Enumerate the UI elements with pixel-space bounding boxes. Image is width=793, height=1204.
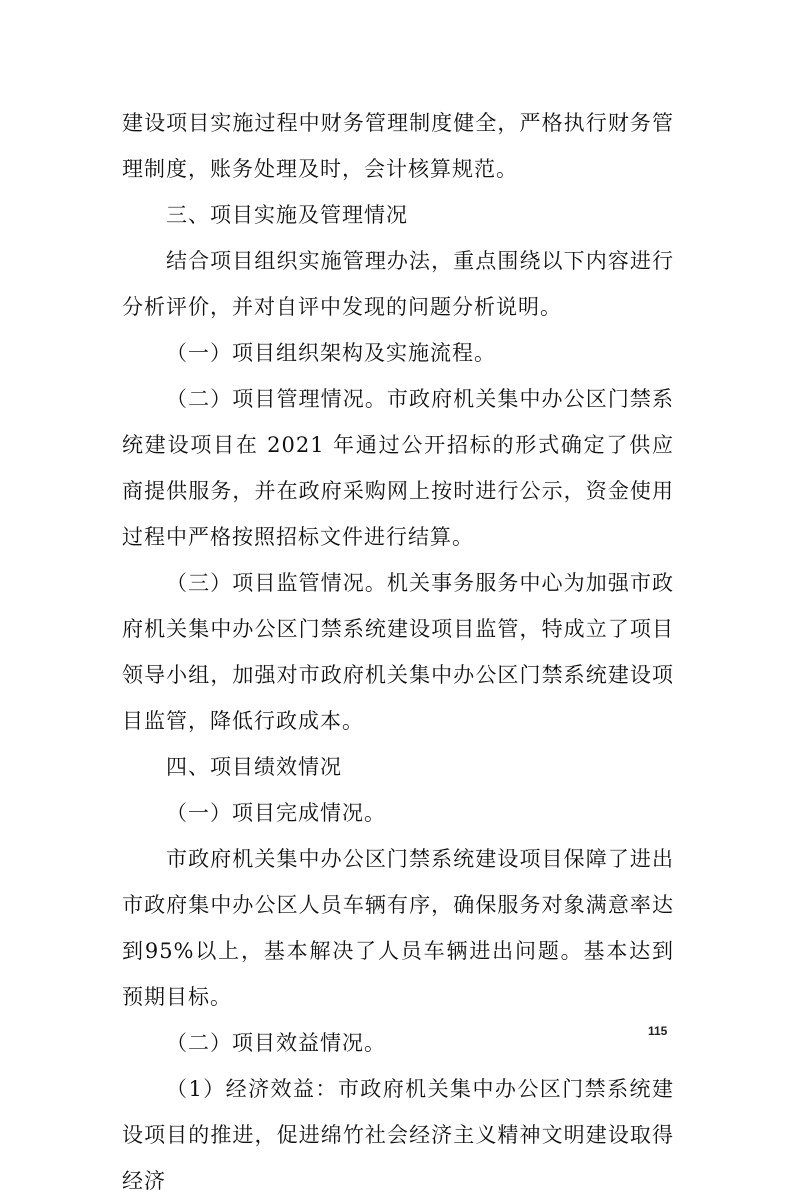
document-body (122, 100, 674, 1204)
paragraph-supervision: （三）项目监管情况。机关事务服务中心为加强市政府机关集中办公区门禁系统建设项目监管，特成立了项目领导小组，加强对市政府机关集中办公区门禁系统建设项目监管，降低行政成本。 (122, 571, 674, 733)
paragraph-analysis-intro: 结合项目组织实施管理办法，重点围绕以下内容进行分析评价，并对自评中发现的问题分析说明。 (122, 249, 674, 319)
paragraph-management: （二）项目管理情况。市政府机关集中办公区门禁系统建设项目在 2021 年通过公开招标的形式确定了供应商提供服务，并在政府采购网上按时进行公示，资金使用过程中严格按照招标文件进行结算。 (122, 387, 674, 549)
subheading-completion: （一）项目完成情况。 (166, 801, 386, 825)
section-heading-performance: 四、项目绩效情况 (166, 755, 342, 779)
subheading-organization: （一）项目组织架构及实施流程。 (166, 341, 496, 365)
paragraph-economic-benefit: （1）经济效益：市政府机关集中办公区门禁系统建设项目的推进，促进绵竹社会经济主义精神文明建设取得经济 (122, 1077, 674, 1193)
subheading-benefits: （二）项目效益情况。 (166, 1031, 386, 1055)
section-heading-implementation: 三、项目实施及管理情况 (166, 203, 408, 227)
paragraph-finance-continuation: 建设项目实施过程中财务管理制度健全，严格执行财务管理制度，账务处理及时，会计核算规范。 (122, 111, 674, 181)
paragraph-completion: 市政府机关集中办公区门禁系统建设项目保障了进出市政府集中办公区人员车辆有序，确保服务对象满意率达到95%以上，基本解决了人员车辆进出问题。基本达到预期目标。 (122, 847, 674, 1009)
page-number: 115 (648, 1024, 668, 1038)
